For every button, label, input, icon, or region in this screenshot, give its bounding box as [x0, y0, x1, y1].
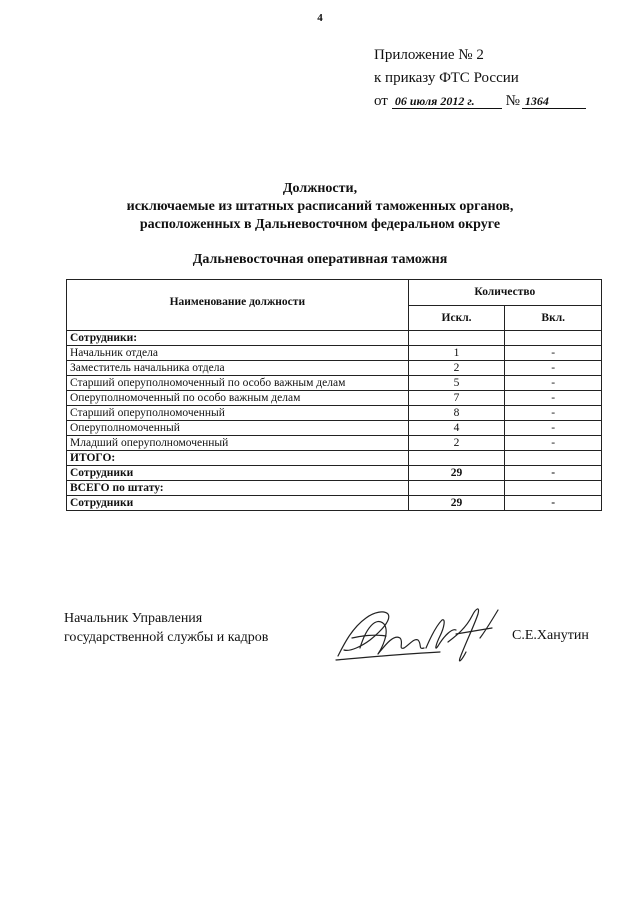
table-row [67, 406, 602, 421]
position-name: Сотрудники [67, 466, 409, 481]
table-row [67, 361, 602, 376]
included-count: - [505, 391, 602, 406]
number-label: № [505, 93, 520, 109]
customs-office-title: Дальневосточная оперативная таможня [192, 252, 448, 267]
handwritten-signature-icon [330, 598, 510, 670]
included-count: - [505, 346, 602, 361]
positions-table [66, 279, 602, 511]
appendix-line-1: Приложение № 2 [374, 47, 484, 63]
table-row [67, 496, 602, 511]
excluded-count: 7 [408, 391, 505, 406]
position-name: Сотрудники: [67, 331, 409, 346]
header-excluded: Искл. [408, 305, 505, 331]
header-included: Вкл. [505, 305, 602, 331]
table-row [67, 331, 602, 346]
table-row [67, 436, 602, 451]
position-name: ВСЕГО по штату: [67, 481, 409, 496]
included-count [505, 481, 602, 496]
position-name: Младший оперуполномоченный [67, 436, 409, 451]
excluded-count [408, 451, 505, 466]
table-row [67, 391, 602, 406]
order-number: 1364 [522, 94, 586, 109]
position-name: Оперуполномоченный [67, 421, 409, 436]
page-number: 4 [317, 12, 323, 24]
table-row [67, 376, 602, 391]
heading-line-1: Должности, [282, 181, 358, 196]
header-position-name: Наименование должности [67, 280, 409, 331]
table-row [67, 346, 602, 361]
excluded-count: 29 [408, 466, 505, 481]
excluded-count: 2 [408, 436, 505, 451]
excluded-count: 8 [408, 406, 505, 421]
position-name: ИТОГО: [67, 451, 409, 466]
included-count: - [505, 436, 602, 451]
appendix-line-2: к приказу ФТС России [374, 70, 519, 86]
included-count: - [505, 376, 602, 391]
from-label: от [374, 93, 388, 109]
appendix-line-3 [374, 90, 586, 113]
included-count: - [505, 406, 602, 421]
position-name: Старший оперуполномоченный по особо важным делам [67, 376, 409, 391]
position-name: Заместитель начальника отдела [67, 361, 409, 376]
excluded-count: 5 [408, 376, 505, 391]
signatory-title [64, 609, 268, 647]
heading-line-2: исключаемые из штатных расписаний таможенных органов, [126, 199, 514, 214]
heading-line-3: расположенных в Дальневосточном федеральном округе [139, 217, 501, 232]
table-row [67, 466, 602, 481]
table-row [67, 421, 602, 436]
signatory-title-line-2: государственной службы и кадров [64, 630, 269, 645]
excluded-count: 1 [408, 346, 505, 361]
included-count: - [505, 421, 602, 436]
included-count: - [505, 496, 602, 511]
position-name: Сотрудники [67, 496, 409, 511]
table-row [67, 451, 602, 466]
position-name: Оперуполномоченный по особо важным делам [67, 391, 409, 406]
position-name: Старший оперуполномоченный [67, 406, 409, 421]
included-count [505, 451, 602, 466]
position-name: Начальник отдела [67, 346, 409, 361]
included-count: - [505, 466, 602, 481]
signatory-title-line-1: Начальник Управления [64, 611, 203, 626]
excluded-count: 2 [408, 361, 505, 376]
excluded-count [408, 331, 505, 346]
included-count [505, 331, 602, 346]
excluded-count [408, 481, 505, 496]
included-count: - [505, 361, 602, 376]
signatory-name: С.Е.Ханутин [512, 628, 589, 643]
order-date: 06 июля 2012 г. [392, 94, 502, 109]
appendix-block [374, 44, 586, 113]
excluded-count: 4 [408, 421, 505, 436]
header-quantity: Количество [408, 280, 601, 306]
table-row [67, 481, 602, 496]
excluded-count: 29 [408, 496, 505, 511]
document-heading [0, 180, 640, 234]
